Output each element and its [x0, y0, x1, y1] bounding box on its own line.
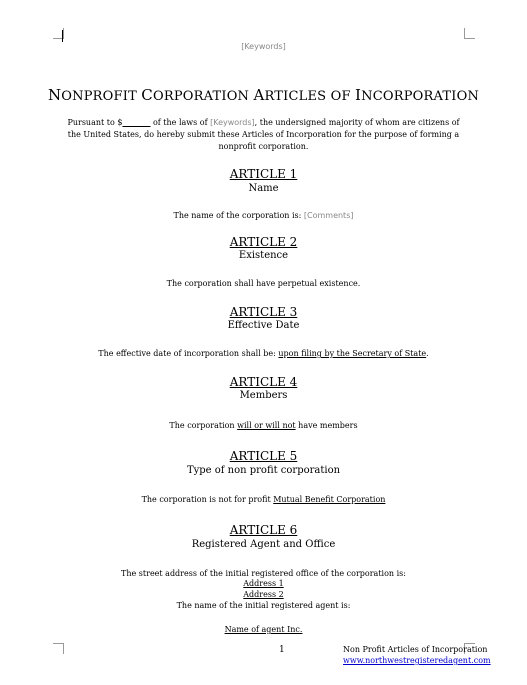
footer-document-name: Non Profit Articles of Incorporation — [343, 645, 488, 654]
crop-mark-bottom-left — [53, 643, 64, 654]
title-rest: ONPROFIT — [61, 89, 142, 104]
footer — [343, 644, 491, 666]
article-text: The name of the initial registered agent is: — [176, 601, 351, 610]
article-underlined-value: upon filing by the Secretary of State — [278, 349, 427, 358]
article-subtitle: Name — [248, 183, 279, 194]
article-text-part: The corporation — [169, 421, 238, 430]
article-heading: ARTICLE 1 — [229, 167, 298, 181]
address-line-1 — [0, 578, 527, 589]
article-text: The street address of the initial registered office of the corporation is: — [121, 569, 406, 578]
article-text-part: . — [426, 349, 429, 358]
article-subtitle: Registered Agent and Office — [191, 539, 336, 550]
article-text-part: The name of the corporation is: — [173, 211, 304, 220]
title-initial: N — [47, 86, 62, 104]
keywords-field[interactable]: [Keywords] — [210, 118, 255, 127]
article-text — [0, 348, 527, 359]
intro-text: , the undersigned majority of whom are citizens of the United States, do hereby submit these Articles of Incorporation for the purpose of forming a nonprofit corporation. — [67, 118, 460, 151]
agent-name-value: Name of agent Inc. — [224, 625, 303, 634]
article-text — [0, 210, 527, 221]
comments-field[interactable]: [Comments] — [303, 211, 354, 220]
address-line-2-value: Address 2 — [243, 590, 284, 599]
article-subtitle: Existence — [238, 250, 289, 261]
text-cursor — [62, 30, 63, 42]
article-underlined-value: Mutual Benefit Corporation — [273, 495, 386, 504]
title-rest: RTICLES OF — [264, 89, 355, 104]
footer-website-link[interactable]: www.northwestregisteredagent.com — [343, 656, 491, 665]
page-number: 1 — [279, 645, 285, 655]
title-rest: NCORPORATION — [361, 89, 480, 104]
title-initial: C — [141, 86, 153, 104]
address-line-2 — [0, 589, 527, 600]
intro-blank: _______ — [122, 118, 151, 127]
article-heading: ARTICLE 2 — [229, 235, 298, 249]
article-subtitle: Effective Date — [227, 320, 300, 331]
title-initial: A — [253, 86, 265, 104]
article-heading: ARTICLE 6 — [229, 523, 298, 537]
intro-text: of the laws of — [150, 118, 211, 127]
article-underlined-value: will or will not — [237, 421, 296, 430]
intro-text: Pursuant to $ — [67, 118, 123, 127]
crop-mark-top-right — [464, 28, 475, 39]
article-heading: ARTICLE 3 — [229, 305, 298, 319]
article-text — [0, 420, 527, 431]
agent-name — [0, 624, 527, 635]
article-text-part: The corporation is not for profit — [141, 495, 274, 504]
article-text-part: have members — [295, 421, 358, 430]
article-subtitle: Type of non profit corporation — [186, 465, 341, 476]
article-heading: ARTICLE 4 — [229, 375, 298, 389]
title-rest: ORPORATION — [152, 89, 254, 104]
title-initial: I — [355, 86, 362, 104]
document-title — [0, 86, 527, 104]
intro-paragraph — [60, 117, 467, 153]
address-line-1-value: Address 1 — [243, 579, 284, 588]
article-subtitle: Members — [239, 390, 288, 401]
article-text-part: The effective date of incorporation shall be: — [98, 349, 279, 358]
header-keywords-field[interactable]: [Keywords] — [241, 42, 286, 51]
article-text: The corporation shall have perpetual existence. — [166, 279, 361, 288]
article-text — [0, 494, 527, 505]
article-heading: ARTICLE 5 — [229, 449, 298, 463]
